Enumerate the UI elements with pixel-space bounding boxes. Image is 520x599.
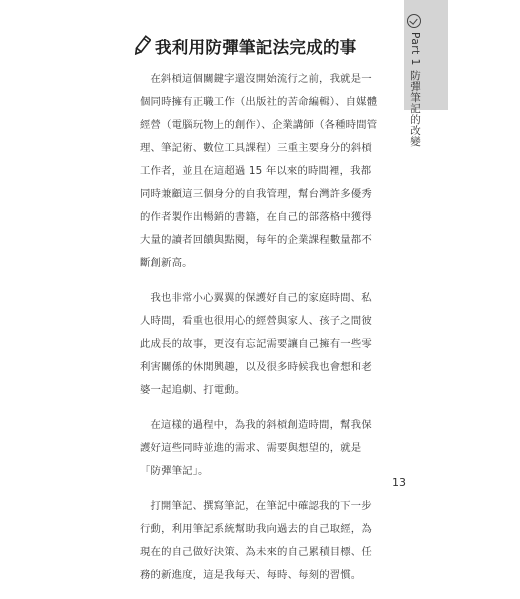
chapter-tab-label: Part 1 防彈筆記的改變 <box>409 32 421 147</box>
body-text <box>140 68 380 599</box>
paragraph: 我也非常小心翼翼的保護好自己的家庭時間、私人時間，看重也很用心的經營與家人、孩子之間彼此成長的故事，更沒有忘記需要讓自己擁有一些零利害關係的休閒興趣，以及很多時候我也會想和老婆一起追劇、打電動。 <box>140 292 372 396</box>
paragraph: 在這樣的過程中，為我的斜槓創造時間，幫我保護好這些同時並進的需求、需要與想望的，就是「防彈筆記」。 <box>140 419 372 477</box>
check-circle-icon <box>407 14 421 28</box>
section-heading <box>133 34 357 58</box>
section-title: 我利用防彈筆記法完成的事 <box>155 38 357 57</box>
pencil-icon <box>133 35 151 57</box>
paragraph: 在斜槓這個關鍵字還沒開始流行之前，我就是一個同時擁有正職工作（出版社的苦命編輯）、自媒體經營（電腦玩物上的創作）、企業講師（各種時間管理、筆記術、數位工具課程）三重主要身分的斜槓工作者，並且在這超過 15 年以來的時間裡，我都同時兼顧這三個身分的自我管理，幫台灣許多優秀的作者製作出暢銷的書籍，在自己的部落格中獲得大量的讀者回饋與點閱，每年的企業課程數量都不斷創新高。 <box>140 73 378 269</box>
paragraph: 打開筆記、撰寫筆記，在筆記中確認我的下一步行動，利用筆記系統幫助我向過去的自己取經，為現在的自己做好決策、為未來的自己累積目標、任務的新進度，這是我每天、每時、每刻的習慣。 <box>140 500 372 581</box>
page-number: 13 <box>392 476 406 489</box>
